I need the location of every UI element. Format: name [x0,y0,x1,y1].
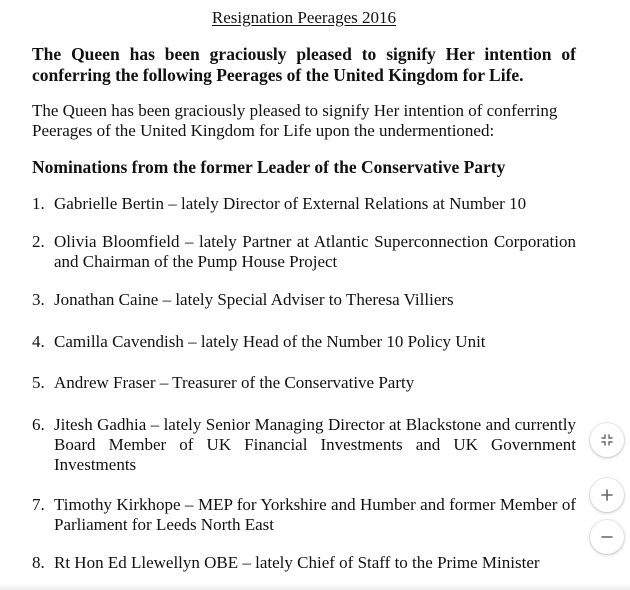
nomination-text: Andrew Fraser – Treasurer of the Conservative Party [54,373,415,392]
nomination-item [32,415,576,475]
minus-icon [600,530,614,544]
nomination-text: Jonathan Caine – lately Special Adviser to Theresa Villiers [54,290,454,309]
nomination-number: 4. [32,332,45,351]
nomination-item [32,232,576,272]
nomination-number: 7. [32,495,45,514]
zoom-in-button[interactable] [590,478,624,512]
bottom-edge [0,584,630,590]
nomination-number: 5. [32,373,45,392]
nomination-text: Timothy Kirkhope – MEP for Yorkshire and Humber and former Member of Parliament for Leeds North East [54,495,576,534]
nomination-number: 6. [32,415,45,434]
section-heading: Nominations from the former Leader of the Conservative Party [32,157,506,177]
collapse-arrows-icon [600,433,614,447]
nomination-number: 1. [32,194,45,213]
fit-page-button[interactable] [590,423,624,457]
intro-paragraph: The Queen has been graciously pleased to signify Her intention of conferring Peerages of the United Kingdom for Life upon the undermentioned: [32,101,558,140]
nomination-text: Gabrielle Bertin – lately Director of External Relations at Number 10 [54,194,527,213]
nomination-item [32,373,576,393]
nomination-number: 2. [32,232,45,251]
plus-icon [600,488,614,502]
nomination-item [32,553,576,573]
nomination-text: Olivia Bloomfield – lately Partner at Atlantic Superconnection Corporation and Chairman of the Pump House Project [54,232,576,271]
nomination-text: Camilla Cavendish – lately Head of the Number 10 Policy Unit [54,332,486,351]
nomination-number: 3. [32,290,45,309]
nomination-item [32,290,576,310]
nomination-item [32,194,576,214]
nomination-item [32,495,576,535]
lead-paragraph: The Queen has been graciously pleased to signify Her intention of conferring the following Peerages of the United Kingdom for Life. [32,44,576,85]
zoom-out-button[interactable] [590,520,624,554]
nomination-text: Jitesh Gadhia – lately Senior Managing Director at Blackstone and currently Board Member of UK Financial Investments and UK Government Investments [54,415,576,474]
nomination-item [32,332,576,352]
nomination-number: 8. [32,553,45,572]
nomination-text: Rt Hon Ed Llewellyn OBE – lately Chief of Staff to the Prime Minister [54,553,540,572]
document-title: Resignation Peerages 2016 [211,8,397,27]
